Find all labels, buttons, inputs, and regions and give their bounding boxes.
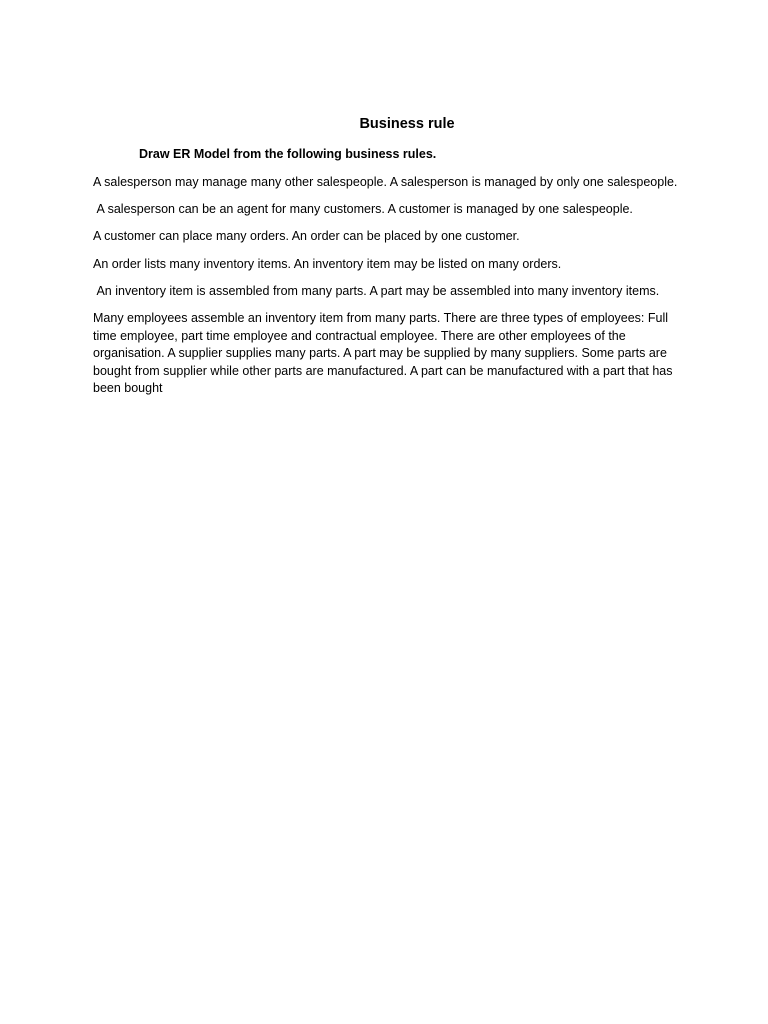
rule-paragraph-salesperson-management: A salesperson may manage many other salespeople. A salesperson is managed by only one salespeople. xyxy=(93,175,678,189)
business-rules-body xyxy=(93,174,678,408)
rule-paragraph-order-items: An order lists many inventory items. An inventory item may be listed on many orders. xyxy=(93,256,562,271)
rule-paragraph-customer-orders: A customer can place many orders. An order can be placed by one customer. xyxy=(93,229,520,244)
page-title: Business rule xyxy=(359,116,455,132)
instruction-heading: Draw ER Model from the following business rules. xyxy=(139,147,437,161)
rule-paragraph-salesperson-customers: A salesperson can be an agent for many customers. A customer is managed by one salespeople. xyxy=(93,202,633,217)
rule-paragraph-employees-suppliers: Many employees assemble an inventory item from many parts. There are three types of employees: Full time employee, part time employee and contractual employee. There are other employees of the organisation. A supplier supplies many parts. A part may be supplied by many suppliers. Some parts are bought from supplier while other parts are manufactured. A part can be manufactured with a part that has been bought xyxy=(93,310,673,396)
rule-paragraph-item-parts: An inventory item is assembled from many parts. A part may be assembled into many inventory items. xyxy=(93,283,660,298)
